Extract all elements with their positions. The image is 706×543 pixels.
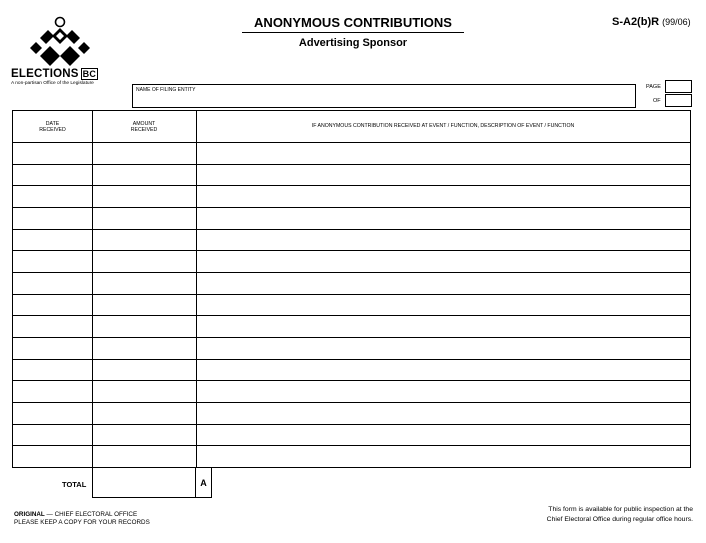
- date-cell[interactable]: [13, 381, 92, 402]
- total-label: TOTAL: [62, 480, 87, 489]
- table-row: [13, 207, 690, 229]
- date-cell[interactable]: [13, 251, 92, 272]
- contributions-table: [12, 110, 691, 468]
- column-header-amount-line2: RECEIVED: [130, 127, 158, 133]
- form-subtitle: Advertising Sponsor: [298, 37, 408, 49]
- original-dash: —: [46, 511, 53, 518]
- description-cell[interactable]: [196, 273, 690, 294]
- form-code: [612, 16, 691, 28]
- date-cell[interactable]: [13, 446, 92, 467]
- amount-cell[interactable]: [92, 208, 196, 229]
- amount-cell[interactable]: [92, 360, 196, 381]
- column-header-amount-line1: AMOUNT: [132, 121, 156, 127]
- amount-cell[interactable]: [92, 381, 196, 402]
- total-amount-field[interactable]: [92, 468, 196, 498]
- date-cell[interactable]: [13, 143, 92, 164]
- amount-cell[interactable]: [92, 186, 196, 207]
- description-cell[interactable]: [196, 381, 690, 402]
- filing-entity-label: NAME OF FILING ENTITY: [136, 87, 196, 93]
- keep-copy-note: PLEASE KEEP A COPY FOR YOUR RECORDS: [14, 519, 150, 526]
- amount-cell[interactable]: [92, 230, 196, 251]
- description-cell[interactable]: [196, 403, 690, 424]
- description-cell[interactable]: [196, 425, 690, 446]
- date-cell[interactable]: [13, 208, 92, 229]
- table-row: [13, 380, 690, 402]
- column-header-amount: [92, 121, 196, 133]
- total-amount-value: [93, 473, 101, 481]
- column-header-date: [13, 121, 92, 133]
- organization-name: [11, 68, 98, 80]
- date-cell[interactable]: [13, 295, 92, 316]
- amount-cell[interactable]: [92, 338, 196, 359]
- page-number-field[interactable]: [665, 80, 692, 93]
- form-version: (99/06): [662, 17, 691, 27]
- organization-tagline: A non-partisan Office of the Legislature: [11, 81, 94, 86]
- column-header-date-line2: RECEIVED: [39, 127, 66, 133]
- date-cell[interactable]: [13, 338, 92, 359]
- description-cell[interactable]: [196, 165, 690, 186]
- table-row: [13, 337, 690, 359]
- table-row: [13, 315, 690, 337]
- table-row: [13, 229, 690, 251]
- table-row: [13, 445, 690, 467]
- table-row: [13, 402, 690, 424]
- table-row: [13, 359, 690, 381]
- page-total-value: [666, 103, 668, 110]
- of-label: OF: [653, 98, 661, 104]
- description-cell[interactable]: [196, 186, 690, 207]
- date-cell[interactable]: [13, 360, 92, 381]
- elections-bc-emblem-icon: [30, 16, 90, 68]
- table-row: [13, 164, 690, 186]
- table-row: [13, 424, 690, 446]
- date-cell[interactable]: [13, 165, 92, 186]
- date-cell[interactable]: [13, 403, 92, 424]
- amount-cell[interactable]: [92, 251, 196, 272]
- column-header-date-line1: DATE: [45, 121, 60, 127]
- organization-name-text: ELECTIONS: [11, 68, 79, 80]
- date-cell[interactable]: [13, 230, 92, 251]
- description-cell[interactable]: [196, 295, 690, 316]
- column-header-description-line1: IF ANONYMOUS CONTRIBUTION RECEIVED AT EVENT / FUNCTION, DESCRIPTION OF EVENT / FUNCTION: [311, 123, 575, 129]
- table-row: [13, 294, 690, 316]
- amount-cell[interactable]: [92, 403, 196, 424]
- page-label: PAGE: [646, 84, 661, 90]
- total-marker: A: [196, 468, 212, 498]
- description-cell[interactable]: [196, 230, 690, 251]
- page-total-field[interactable]: [665, 94, 692, 107]
- table-row: [13, 272, 690, 294]
- description-cell[interactable]: [196, 446, 690, 467]
- date-cell[interactable]: [13, 425, 92, 446]
- table-row: [13, 185, 690, 207]
- amount-cell[interactable]: [92, 143, 196, 164]
- date-cell[interactable]: [13, 273, 92, 294]
- filing-entity-field[interactable]: [132, 84, 636, 108]
- description-cell[interactable]: [196, 360, 690, 381]
- original-label: ORIGINAL: [14, 511, 45, 518]
- form-code-number: S-A2(b)R: [612, 16, 660, 28]
- description-cell[interactable]: [196, 251, 690, 272]
- form-title: ANONYMOUS CONTRIBUTIONS: [242, 15, 464, 33]
- description-cell[interactable]: [196, 208, 690, 229]
- amount-cell[interactable]: [92, 273, 196, 294]
- organization-name-suffix: BC: [82, 69, 97, 79]
- public-inspection-note-line1: This form is available for public inspection at the: [548, 506, 693, 513]
- amount-cell[interactable]: [92, 425, 196, 446]
- column-header-description: [196, 123, 690, 129]
- amount-cell[interactable]: [92, 446, 196, 467]
- amount-cell[interactable]: [92, 316, 196, 337]
- table-row: [13, 250, 690, 272]
- description-cell[interactable]: [196, 316, 690, 337]
- table-row: [13, 142, 690, 164]
- original-routing: [14, 511, 137, 518]
- date-cell[interactable]: [13, 316, 92, 337]
- public-inspection-note-line2: Chief Electoral Office during regular office hours.: [546, 516, 693, 523]
- amount-cell[interactable]: [92, 295, 196, 316]
- description-cell[interactable]: [196, 338, 690, 359]
- date-cell[interactable]: [13, 186, 92, 207]
- original-destination: CHIEF ELECTORAL OFFICE: [54, 511, 138, 518]
- description-cell[interactable]: [196, 143, 690, 164]
- amount-cell[interactable]: [92, 165, 196, 186]
